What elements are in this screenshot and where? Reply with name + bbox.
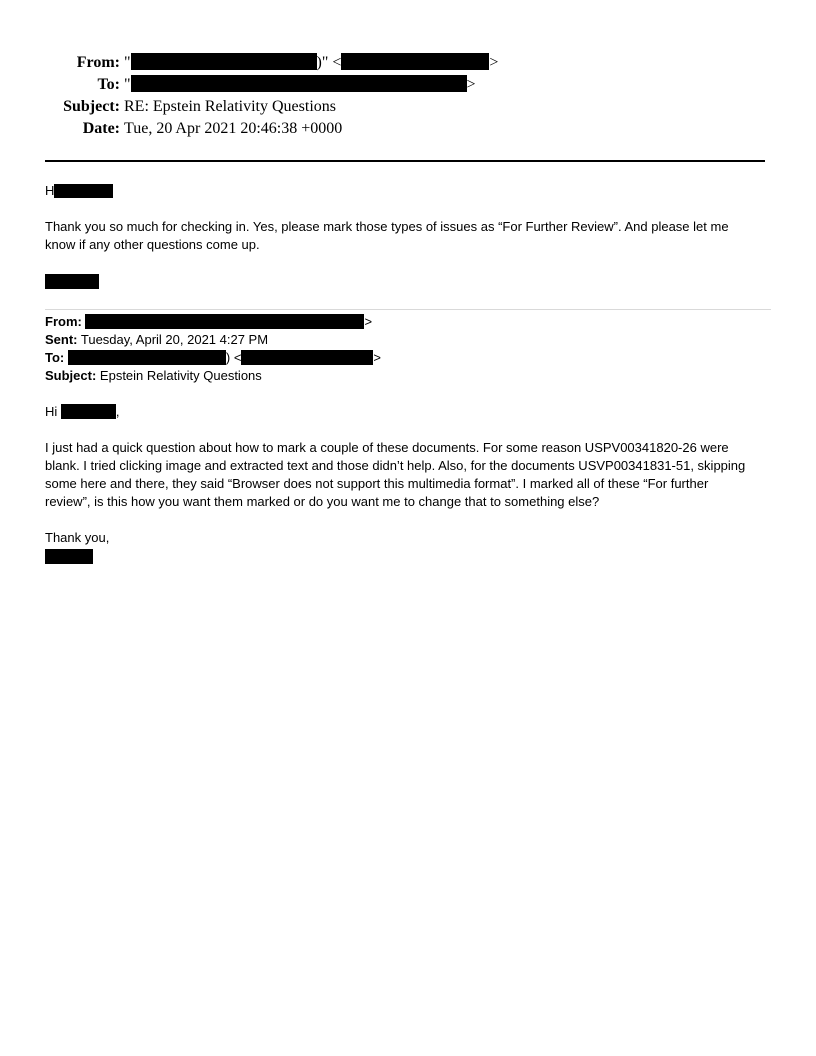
redaction-block [241, 350, 373, 365]
redaction-block [85, 314, 364, 329]
original-subject-value: Epstein Relativity Questions [99, 368, 262, 383]
reply-greeting [45, 182, 113, 200]
original-greeting-comma: , [115, 404, 120, 419]
original-greeting [45, 403, 120, 421]
header-from-quote: " [124, 54, 131, 71]
original-sent-value: Tuesday, April 20, 2021 4:27 PM [80, 332, 269, 347]
redaction-block [54, 184, 113, 198]
original-sent-label: Sent: [45, 332, 78, 347]
header-subject-label: Subject: [63, 98, 120, 115]
original-greeting-text: Hi [45, 404, 58, 419]
original-signature [45, 548, 93, 566]
header-to-end: > [466, 76, 476, 93]
original-from-end: > [364, 314, 373, 329]
original-sent-row [45, 331, 268, 349]
header-date-label: Date: [82, 120, 120, 137]
message-separator [45, 309, 771, 310]
original-closing: Thank you, [45, 530, 110, 545]
header-to-quote: " [124, 76, 131, 93]
header-from-value [124, 53, 498, 73]
header-date-value: Tue, 20 Apr 2021 20:46:38 +0000 [124, 120, 343, 137]
original-line-2: blank. I tried clicking image and extracted text and those didn’t help. Also, for the documents USVP00341831-51, skipping [45, 458, 746, 473]
original-to-label: To: [45, 350, 65, 365]
original-line-4: review”, is this how you want them marked or do you want me to change that to something else? [45, 494, 600, 509]
redaction-block [68, 350, 226, 365]
original-line-3: some here and there, they said “Browser does not support this multimedia format”. I marked all of these “For further [45, 476, 709, 491]
header-to-value [124, 75, 476, 95]
redaction-block [45, 549, 93, 564]
original-to-end: > [373, 350, 382, 365]
header-from-close: )" < [316, 54, 342, 71]
reply-signature [45, 273, 99, 291]
original-to-mid: ) < [225, 350, 242, 365]
original-from-label: From: [45, 314, 82, 329]
header-divider [45, 160, 765, 162]
original-subject-label: Subject: [45, 368, 97, 383]
header-to-label: To: [97, 76, 120, 93]
redaction-block [341, 53, 489, 70]
reply-greeting-text: H [45, 183, 55, 198]
original-subject-row [45, 367, 262, 385]
reply-line-1: Thank you so much for checking in. Yes, please mark those types of issues as “For Further Review”. And please let me [45, 219, 729, 234]
redaction-block [45, 274, 99, 289]
original-to-row [45, 349, 381, 367]
header-from-end: > [489, 54, 499, 71]
original-from-row [45, 313, 372, 331]
original-line-1: I just had a quick question about how to mark a couple of these documents. For some reason USPV00341820-26 were [45, 440, 729, 455]
reply-line-2: know if any other questions come up. [45, 237, 260, 252]
header-from-label: From: [76, 54, 120, 71]
header-subject-value: RE: Epstein Relativity Questions [124, 98, 336, 115]
redaction-block [131, 53, 317, 70]
redaction-block [61, 404, 116, 419]
redaction-block [131, 75, 467, 92]
